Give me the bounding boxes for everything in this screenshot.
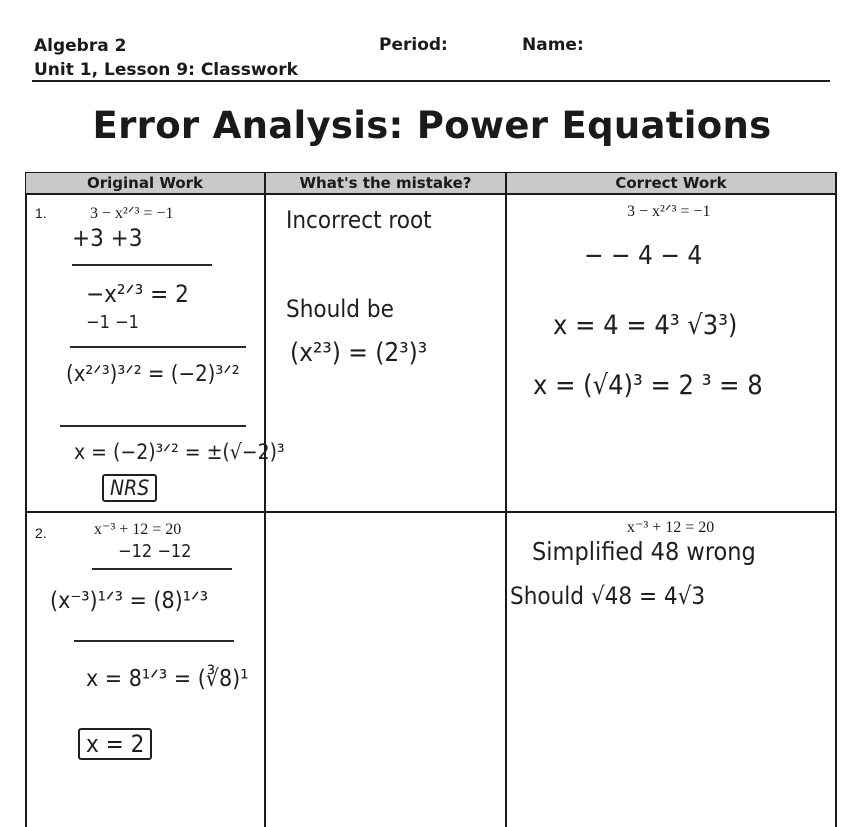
row-divider: [25, 511, 837, 513]
p1-work-line-3: −1 −1: [86, 312, 139, 333]
p1-work-underline-1: [72, 264, 212, 266]
course-name: Algebra 2: [34, 36, 127, 56]
table-left-border: [25, 172, 27, 827]
name-label: Name:: [522, 35, 584, 55]
column-header-mistake: What's the mistake?: [266, 173, 505, 193]
p2-work-line-3: x = 8¹ᐟ³ = (∛8)¹: [86, 666, 249, 692]
p1-answer-box: NRS: [102, 474, 157, 502]
p1-mistake-line-2: Should be: [286, 295, 394, 323]
p1-correct-line-2: x = 4 = 4³ √3³): [553, 310, 738, 341]
problem-2-equation: x⁻³ + 12 = 20: [94, 521, 182, 538]
column-divider-1: [264, 172, 266, 827]
p1-correct-line-1: − − 4 − 4: [584, 241, 703, 271]
p1-work-line-1: +3 +3: [72, 224, 143, 252]
p1-work-line-2: −x²ᐟ³ = 2: [86, 280, 189, 308]
column-header-correct-work: Correct Work: [507, 173, 835, 193]
column-header-original-work: Original Work: [26, 173, 264, 193]
p2-correct-line-2: Should √48 = 4√3: [510, 582, 706, 610]
p2-work-underline-1: [92, 568, 232, 570]
problem-1-correct-equation: 3 − x²ᐟ³ = −1: [627, 203, 711, 220]
p1-mistake-line-3: (x²³) = (2³)³: [290, 338, 428, 368]
lesson-title: Unit 1, Lesson 9: Classwork: [34, 60, 298, 80]
problem-2-correct-equation: x⁻³ + 12 = 20: [627, 519, 715, 536]
p2-answer-box: x = 2: [78, 728, 152, 760]
table-right-border: [835, 172, 837, 827]
problem-1-number: 1.: [35, 205, 47, 221]
p2-work-line-2: (x⁻³)¹ᐟ³ = (8)¹ᐟ³: [50, 588, 209, 614]
page-title: Error Analysis: Power Equations: [92, 104, 772, 147]
problem-2-number: 2.: [35, 525, 47, 541]
column-divider-2: [505, 172, 507, 827]
p1-work-underline-2: [70, 346, 246, 348]
p2-work-line-1: −12 −12: [118, 541, 192, 562]
p1-work-underline-3: [60, 425, 246, 427]
p2-work-underline-2: [74, 640, 234, 642]
p1-work-line-4: (x²ᐟ³)³ᐟ² = (−2)³ᐟ²: [66, 362, 240, 387]
period-label: Period:: [379, 35, 448, 55]
header-bottom-border: [25, 193, 837, 195]
p2-correct-line-1: Simplified 48 wrong: [532, 537, 756, 566]
p1-mistake-line-1: Incorrect root: [286, 206, 432, 234]
problem-1-equation: 3 − x²ᐟ³ = −1: [90, 205, 174, 222]
header-rule: [32, 80, 830, 82]
p1-work-line-5: x = (−2)³ᐟ² = ±(√−2)³: [74, 440, 285, 464]
p1-correct-line-3: x = (√4)³ = 2 ³ = 8: [533, 370, 763, 401]
